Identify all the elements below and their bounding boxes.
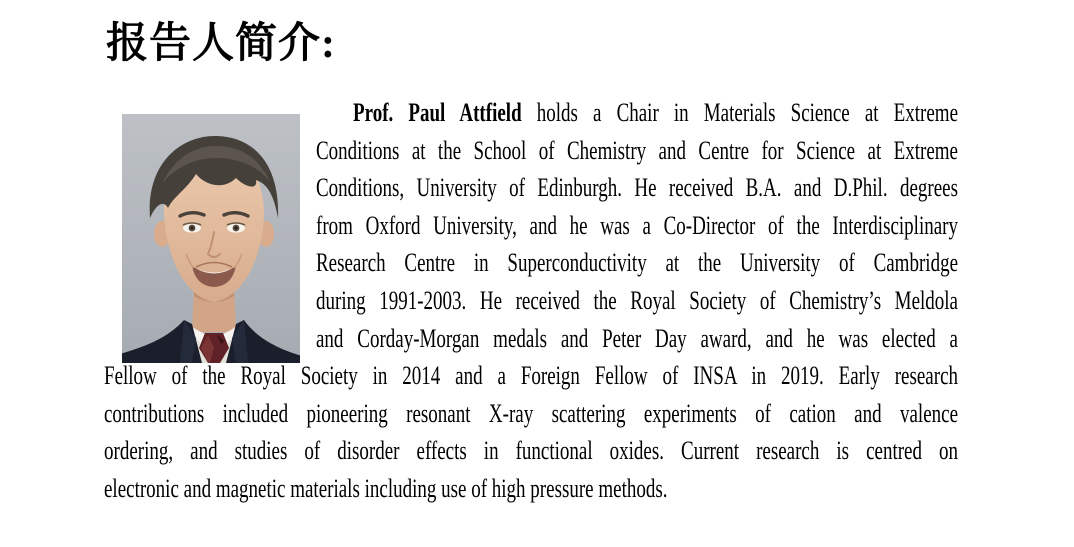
bio-line-7: and Corday-Morgan medals and Peter Day award, and he was elected a xyxy=(316,324,958,354)
speaker-name: Prof. Paul Attfield xyxy=(353,98,522,128)
bio-line-1-text: holds a Chair in Materials Science at Extreme xyxy=(521,98,959,128)
speaker-photo xyxy=(122,114,300,363)
page-title: 报告人简介: xyxy=(106,21,336,67)
bio-line-2: Conditions at the School of Chemistry and Centre for Science at Extreme xyxy=(316,136,958,166)
bio-line-3: Conditions, University of Edinburgh. He received B.A. and D.Phil. degrees xyxy=(316,174,958,204)
bio-line-11: electronic and magnetic materials including use of high pressure methods. xyxy=(104,474,668,504)
bio-line-10: ordering, and studies of disorder effects in functional oxides. Current research is centred on xyxy=(104,437,958,467)
bio-line-5: Research Centre in Superconductivity at the University of Cambridge xyxy=(316,249,958,279)
bio-line-4: from Oxford University, and he was a Co-Director of the Interdisciplinary xyxy=(316,211,958,241)
bio-line-8: Fellow of the Royal Society in 2014 and a Foreign Fellow of INSA in 2019. Early research xyxy=(104,361,958,391)
bio-paragraph-full-width xyxy=(104,358,958,508)
bio-line-9: contributions included pioneering resonant X-ray scattering experiments of cation and valence xyxy=(104,399,958,429)
bio-line-6: during 1991-2003. He received the Royal Society of Chemistry’s Meldola xyxy=(316,286,958,316)
portrait-illustration xyxy=(122,114,300,363)
bio-paragraph-wrapped xyxy=(316,95,958,358)
